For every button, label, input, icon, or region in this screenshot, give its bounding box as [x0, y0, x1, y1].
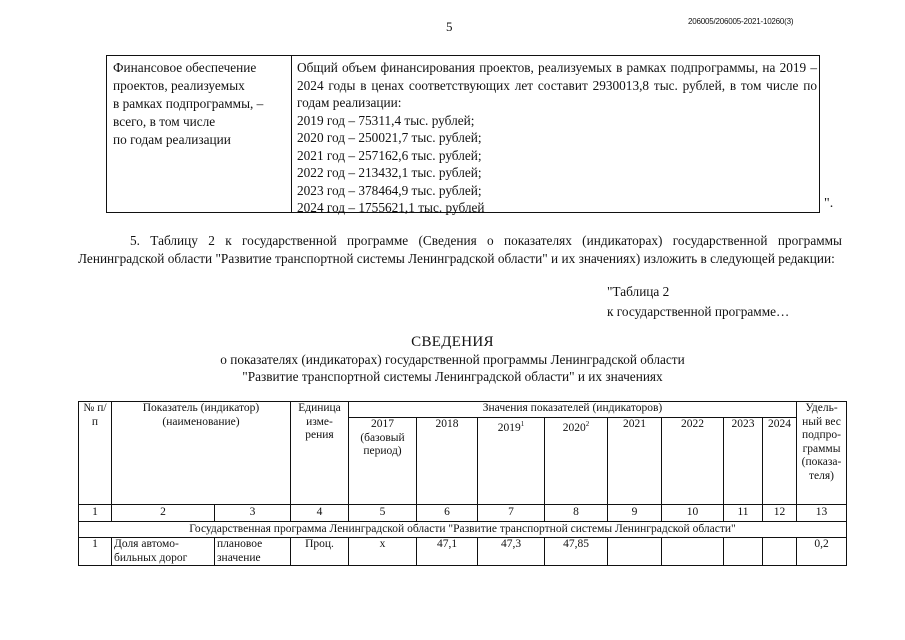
row-value-2023: [724, 538, 763, 566]
column-number: 13: [797, 505, 847, 522]
header-year-2017: 2017 (базовый период): [349, 418, 417, 505]
page-number: 5: [446, 19, 453, 34]
table-caption-line1: "Таблица 2: [607, 284, 670, 299]
header-year-2022: 2022: [662, 418, 724, 505]
header-weight: Удель- ный вес подпро- граммы (показа- теля): [797, 402, 847, 505]
column-number: 12: [763, 505, 797, 522]
column-number: 1: [79, 505, 112, 522]
header-year-2023: 2023: [724, 418, 763, 505]
row-number: 1: [79, 538, 112, 566]
closing-quote: ".: [824, 196, 834, 211]
section-row: Государственная программа Ленинградской области "Развитие транспортной системы Ленинградской области": [79, 521, 847, 538]
finance-year-line: 2022 год – 213432,1 тыс. рублей;: [297, 165, 482, 180]
row-value-2020: 47,85: [545, 538, 608, 566]
column-number: 9: [608, 505, 662, 522]
header-number: № п/п: [79, 402, 112, 505]
header-year-2019: [478, 418, 545, 505]
finance-year-line: 2020 год – 250021,7 тыс. рублей;: [297, 130, 482, 145]
footnote-mark: 1: [520, 420, 525, 428]
column-number: 2: [112, 505, 215, 522]
table-caption-line2: к государственной программе…: [607, 304, 790, 319]
finance-year-line: 2024 год – 1755621,1 тыс. рублей: [297, 200, 485, 215]
row-indicator-name: Доля автомо- бильных дорог: [112, 538, 215, 566]
row-unit: Проц.: [291, 538, 349, 566]
column-number: 3: [215, 505, 291, 522]
finance-value-cell: [297, 59, 817, 217]
header-unit: Единица изме- рения: [291, 402, 349, 505]
document-subtitle-line1: о показателях (индикаторах) государственной программы Ленинградской области: [220, 352, 685, 367]
row-value-kind: плановое значение: [215, 538, 291, 566]
finance-label-line: Финансовое обеспечение: [113, 60, 257, 75]
amendment-paragraph: 5. Таблицу 2 к государственной программе (Сведения о показателях (индикаторах) государственной программы Ленинградской области "Развитие транспортной системы Ленинградской области" и их значениях) изложить в следующей редакции:: [78, 233, 842, 266]
header-values: Значения показателей (индикаторов): [349, 402, 797, 418]
header-year-2020: [545, 418, 608, 505]
document-title: СВЕДЕНИЯ: [411, 334, 494, 350]
footnote-mark: 2: [585, 420, 590, 428]
finance-label-line: проектов, реализуемых: [113, 78, 245, 93]
finance-table: [106, 55, 820, 213]
finance-intro: Общий объем финансирования проектов, реализуемых в рамках подпрограммы, на 2019 – 2024 годы в ценах соответствующих лет составит 2930013,8 тыс. рублей, в том числе по годам реализации:: [297, 60, 817, 110]
row-weight: 0,2: [797, 538, 847, 566]
row-value-2024: [763, 538, 797, 566]
header-indicator: Показатель (индикатор) (наименование): [112, 402, 291, 505]
column-number: 7: [478, 505, 545, 522]
column-number: 11: [724, 505, 763, 522]
row-value-2019: 47,3: [478, 538, 545, 566]
header-year-2018: 2018: [417, 418, 478, 505]
row-value-2018: 47,1: [417, 538, 478, 566]
finance-label-line: в рамках подпрограммы, –: [113, 96, 264, 111]
indicators-table: [78, 401, 847, 566]
finance-year-line: 2019 год – 75311,4 тыс. рублей;: [297, 112, 475, 128]
finance-table-divider: [291, 56, 292, 212]
finance-year-line: 2021 год – 257162,6 тыс. рублей;: [297, 147, 482, 163]
finance-label-line: всего, в том числе: [113, 114, 216, 129]
row-value-2021: [608, 538, 662, 566]
table-caption: [607, 282, 789, 322]
column-number: 6: [417, 505, 478, 522]
finance-year-line: 2023 год – 378464,9 тыс. рублей;: [297, 182, 482, 198]
column-number: 10: [662, 505, 724, 522]
year-label: 2020: [562, 421, 586, 434]
row-value-2017: х: [349, 538, 417, 566]
column-number: 4: [291, 505, 349, 522]
row-value-2022: [662, 538, 724, 566]
document-id: 206005/206005-2021-10260(3): [688, 17, 794, 26]
year-label: 2019: [497, 421, 521, 434]
column-number: 5: [349, 505, 417, 522]
finance-label-line: по годам реализации: [113, 132, 231, 147]
finance-label-cell: [113, 59, 289, 149]
column-number: 8: [545, 505, 608, 522]
header-year-2021: 2021: [608, 418, 662, 505]
document-subtitle-line2: "Развитие транспортной системы Ленинградской области" и их значениях: [242, 369, 663, 384]
header-year-2024: 2024: [763, 418, 797, 505]
